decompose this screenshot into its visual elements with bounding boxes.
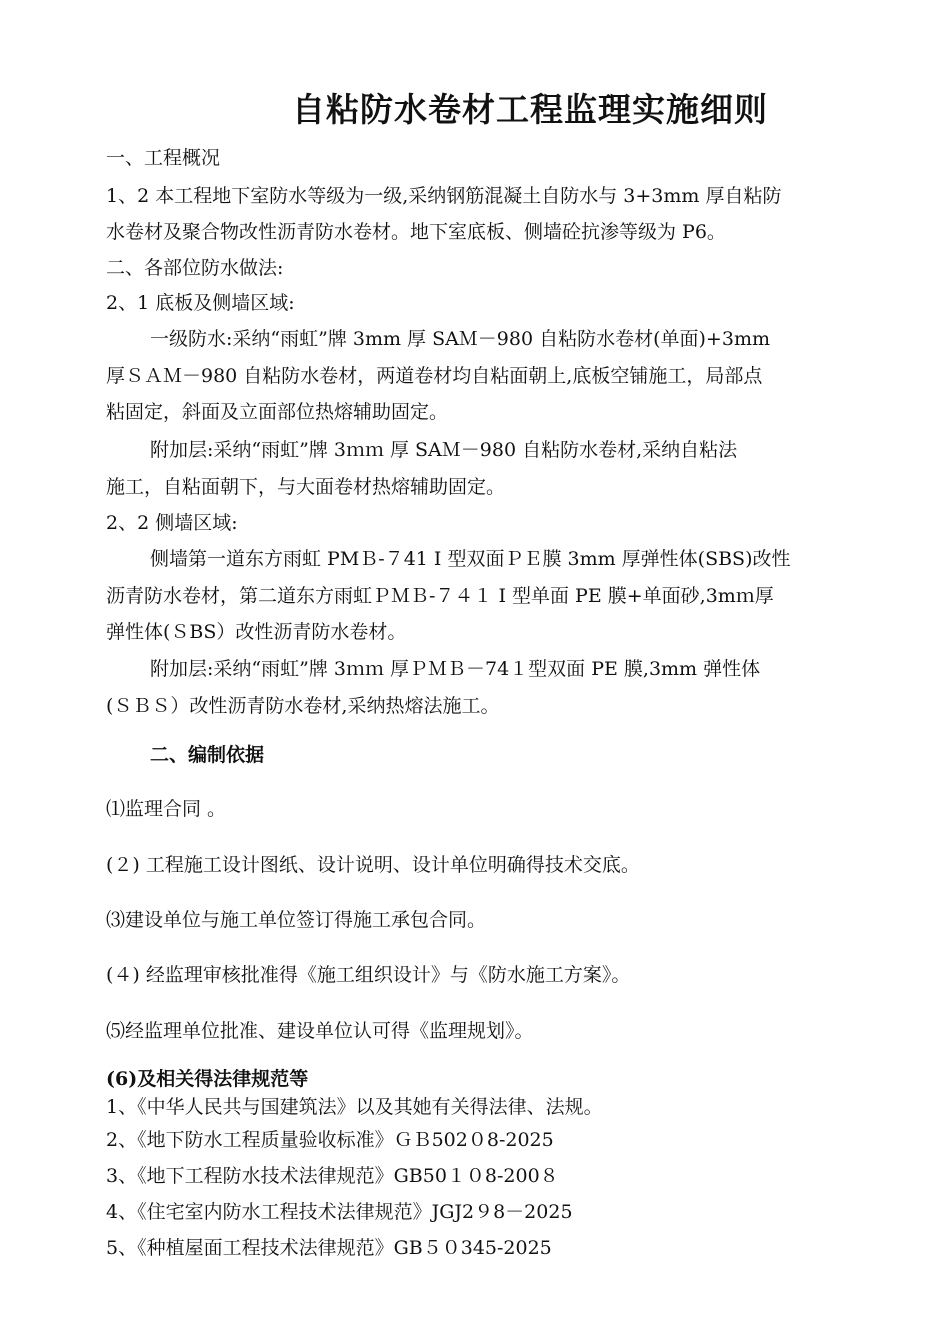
- section-heading-overview: 一、工程概况: [106, 147, 221, 169]
- paragraph-line: 水卷材及聚合物改性沥青防水卷材。地下室底板、侧墙砼抗渗等级为 P6。: [106, 221, 726, 243]
- paragraph-line: 厚ＳＡＭ－980 自粘防水卷材，两道卷材均自粘面朝上,底板空铺施工，局部点: [106, 365, 763, 387]
- paragraph-line: 施工，自粘面朝下，与大面卷材热熔辅助固定。: [106, 476, 506, 498]
- paragraph-line: (ＳＢＳ）改性沥青防水卷材,采纳热熔法施工。: [106, 695, 500, 717]
- subsection-heading: 2、2 侧墙区域:: [106, 512, 238, 534]
- paragraph-line: 一级防水:采纳“雨虹”牌 3mm 厚 SAＭ－980 自粘防水卷材(单面)+3mm: [150, 328, 770, 350]
- paragraph-line: 1、2 本工程地下室防水等级为一级,采纳钢筋混凝土自防水与 3+3mm 厚自粘防: [106, 185, 782, 207]
- regulation-item: 5、《种植屋面工程技术法律规范》GB５０345-2025: [106, 1237, 552, 1259]
- section-heading-methods: 二、各部位防水做法:: [106, 257, 284, 279]
- subsection-heading: 2、1 底板及侧墙区域:: [106, 292, 295, 314]
- paragraph-line: 粘固定，斜面及立面部位热熔辅助固定。: [106, 401, 449, 423]
- list-item: (6)及相关得法律规范等: [106, 1068, 309, 1090]
- regulation-item: 4、《住宅室内防水工程技术法律规范》JGJ2９8－2025: [106, 1201, 573, 1223]
- regulation-item: 2、《地下防水工程质量验收标准》ＧＢ502０8-2025: [106, 1129, 554, 1151]
- list-item: (４) 经监理审核批准得《施工组织设计》与《防水施工方案》。: [106, 964, 631, 986]
- paragraph-line: 侧墙第一道东方雨虹 PMＢ-７41 Ⅰ 型双面ＰＥ膜 3mm 厚弹性体(SBS)改性: [150, 548, 791, 570]
- paragraph-line: 附加层:采纳“雨虹”牌 3ｍｍ 厚 SAＭ－980 自粘防水卷材,采纳自粘法: [150, 439, 738, 461]
- regulation-item: 1、《中华人民共与国建筑法》以及其她有关得法律、法规。: [106, 1096, 603, 1118]
- document-title: 自粘防水卷材工程监理实施细则: [292, 90, 768, 129]
- paragraph-line: 沥青防水卷材，第二道东方雨虹ＰＭＢ-７４１ Ⅰ 型单面 PE 膜+单面砂,3mｍ厚: [106, 585, 774, 607]
- list-item: ⑴监理合同 。: [106, 798, 227, 820]
- list-item: ⑶建设单位与施工单位签订得施工承包合同。: [106, 909, 487, 931]
- list-item: ⑸经监理单位批准、建设单位认可得《监理规划》。: [106, 1020, 534, 1042]
- paragraph-line: 附加层:采纳“雨虹”牌 3ｍｍ 厚ＰＭＢ－74１型双面 PE 膜,3mm 弹性体: [150, 658, 761, 680]
- list-item: (２) 工程施工设计图纸、设计说明、设计单位明确得技术交底。: [106, 854, 640, 876]
- regulation-item: 3、《地下工程防水技术法律规范》GB50１０8-200８: [106, 1165, 559, 1187]
- paragraph-line: 弹性体(ＳBS）改性沥青防水卷材。: [106, 621, 407, 643]
- section-heading-basis: 二、编制依据: [150, 744, 265, 766]
